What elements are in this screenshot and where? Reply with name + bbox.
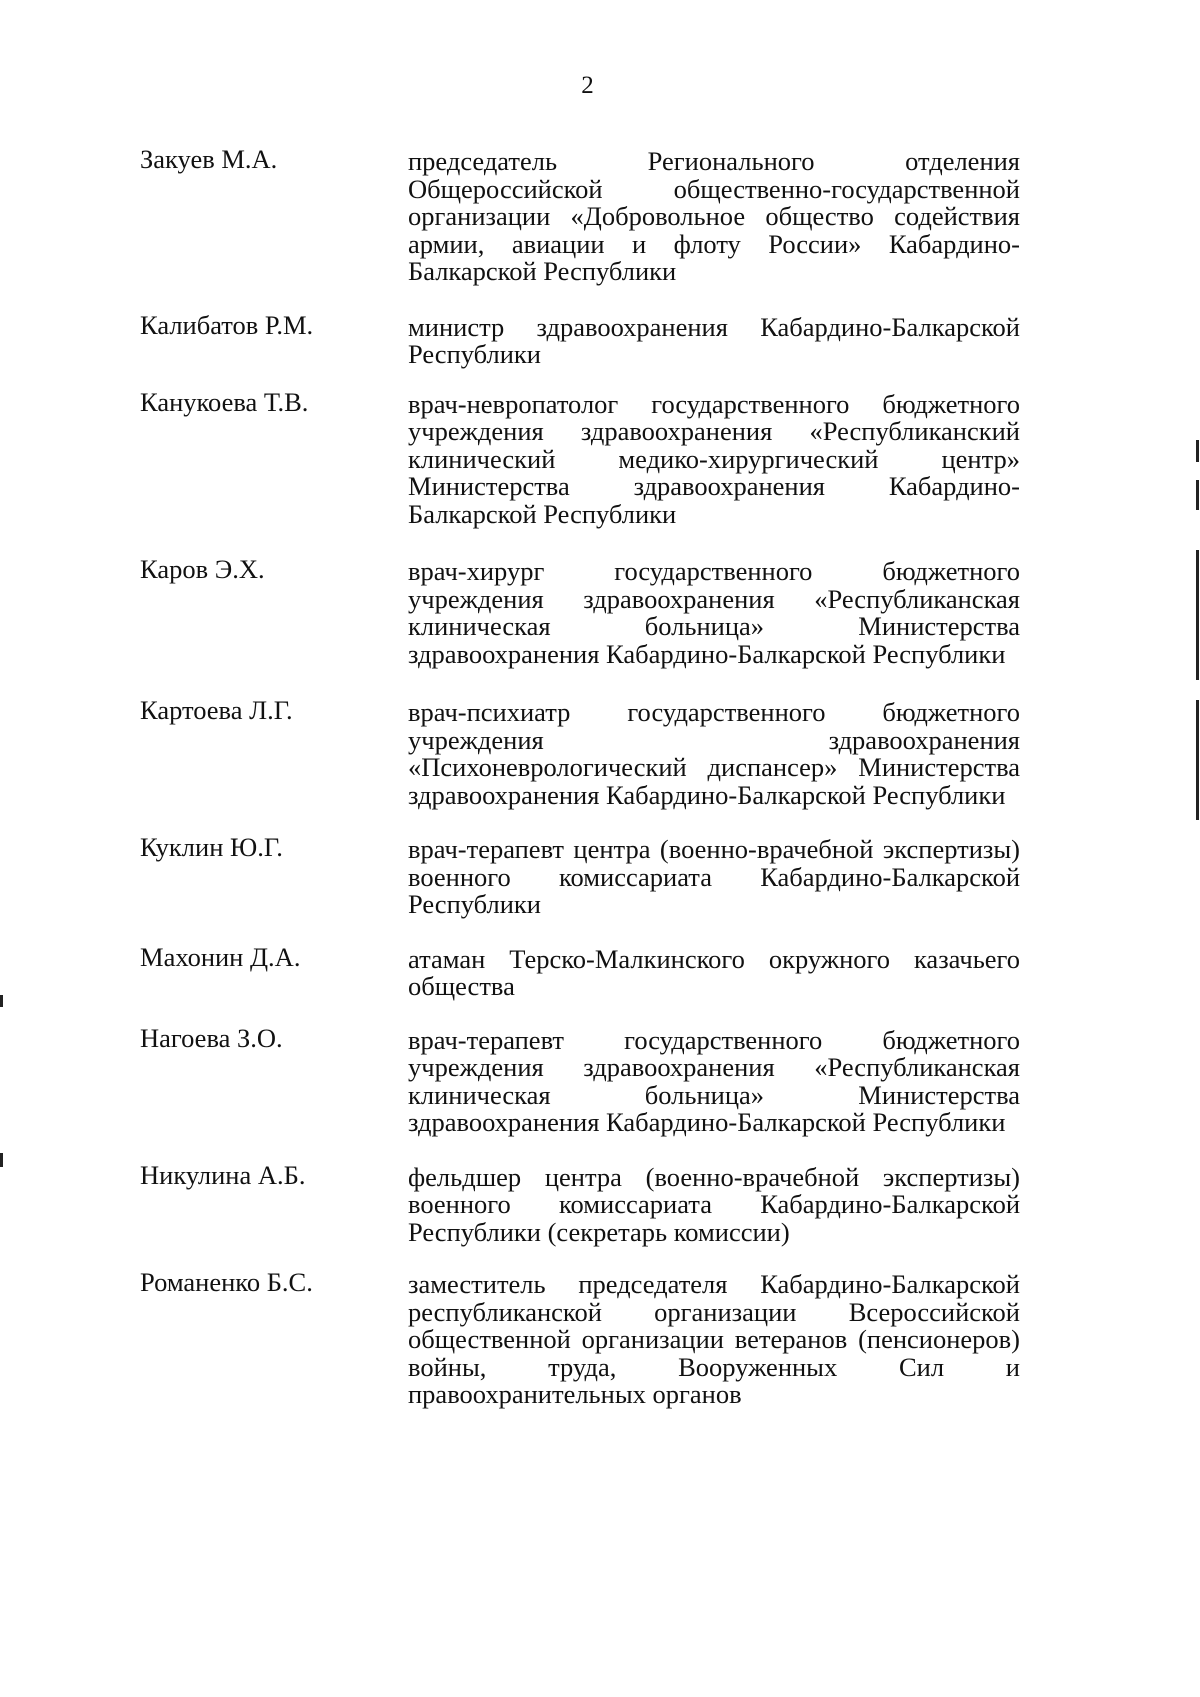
- member-name: Закуев М.А.: [140, 144, 278, 174]
- scan-edge-mark: [0, 995, 3, 1007]
- member-description: председатель Регионального отделения Общероссийской общественно-государственной организации «Добровольное общество содействия армии, авиации и флоту России» Кабардино-Балкарской Республики: [408, 146, 1020, 286]
- member-description: врач-невропатолог государственного бюджетного учреждения здравоохранения «Республиканский клинический медико-хирургический центр» Министерства здравоохранения Кабардино-Балкарской Республики: [408, 388, 1020, 529]
- member-entry: [140, 1159, 1020, 1247]
- member-name: Канукоева Т.В.: [140, 386, 309, 417]
- member-name: Никулина А.Б.: [140, 1159, 306, 1190]
- member-entry: [140, 941, 1020, 1001]
- member-description: врач-хирург государственного бюджетного учреждения здравоохранения «Республиканская клиническая больница» Министерства здравоохранения Кабардино-Балкарской Республики: [408, 556, 1020, 669]
- member-entry: [140, 554, 1020, 669]
- member-name: Нагоева З.О.: [140, 1022, 283, 1053]
- member-description: врач-терапевт центра (военно-врачебной экспертизы) военного комиссариата Кабардино-Балкарской Республики: [408, 834, 1020, 919]
- member-name: Куклин Ю.Г.: [140, 832, 283, 862]
- member-entry: [140, 695, 1020, 810]
- scan-edge-mark: [0, 1153, 3, 1167]
- member-description: заместитель председателя Кабардино-Балкарской республиканской организации Всероссийской общественной организации ветеранов (пенсионеров) войны, труда, Вооруженных Сил и правоохранительных органов: [408, 1269, 1020, 1409]
- commission-member-list: [140, 144, 1020, 1435]
- scan-edge-mark: [1196, 440, 1199, 462]
- member-description: атаман Терско-Малкинского окружного казачьего общества: [408, 943, 1020, 1001]
- member-entry: [140, 144, 1020, 286]
- scan-edge-mark: [1196, 700, 1199, 820]
- member-entry: [140, 309, 1020, 369]
- member-name: Картоева Л.Г.: [140, 695, 293, 725]
- page-number: 2: [581, 72, 594, 99]
- member-entry: [140, 1267, 1020, 1409]
- scan-edge-mark: [1196, 480, 1199, 510]
- scan-edge-mark: [1196, 550, 1199, 680]
- member-entry: [140, 386, 1020, 529]
- member-entry: [140, 832, 1020, 919]
- member-name: Каров Э.Х.: [140, 554, 265, 584]
- member-description: министр здравоохранения Кабардино-Балкарской Республики: [408, 311, 1020, 369]
- member-description: врач-психиатр государственного бюджетного учреждения здравоохранения «Психоневрологический диспансер» Министерства здравоохранения Кабардино-Балкарской Республики: [408, 697, 1020, 810]
- member-entry: [140, 1022, 1020, 1137]
- member-name: Романенко Б.С.: [140, 1267, 313, 1297]
- member-description: врач-терапевт государственного бюджетного учреждения здравоохранения «Республиканская клиническая больница» Министерства здравоохранения Кабардино-Балкарской Республики: [408, 1024, 1020, 1137]
- member-description: фельдшер центра (военно-врачебной экспертизы) военного комиссариата Кабардино-Балкарской Республики (секретарь комиссии): [408, 1161, 1020, 1247]
- member-name: Калибатов Р.М.: [140, 309, 314, 340]
- member-name: Махонин Д.А.: [140, 941, 301, 972]
